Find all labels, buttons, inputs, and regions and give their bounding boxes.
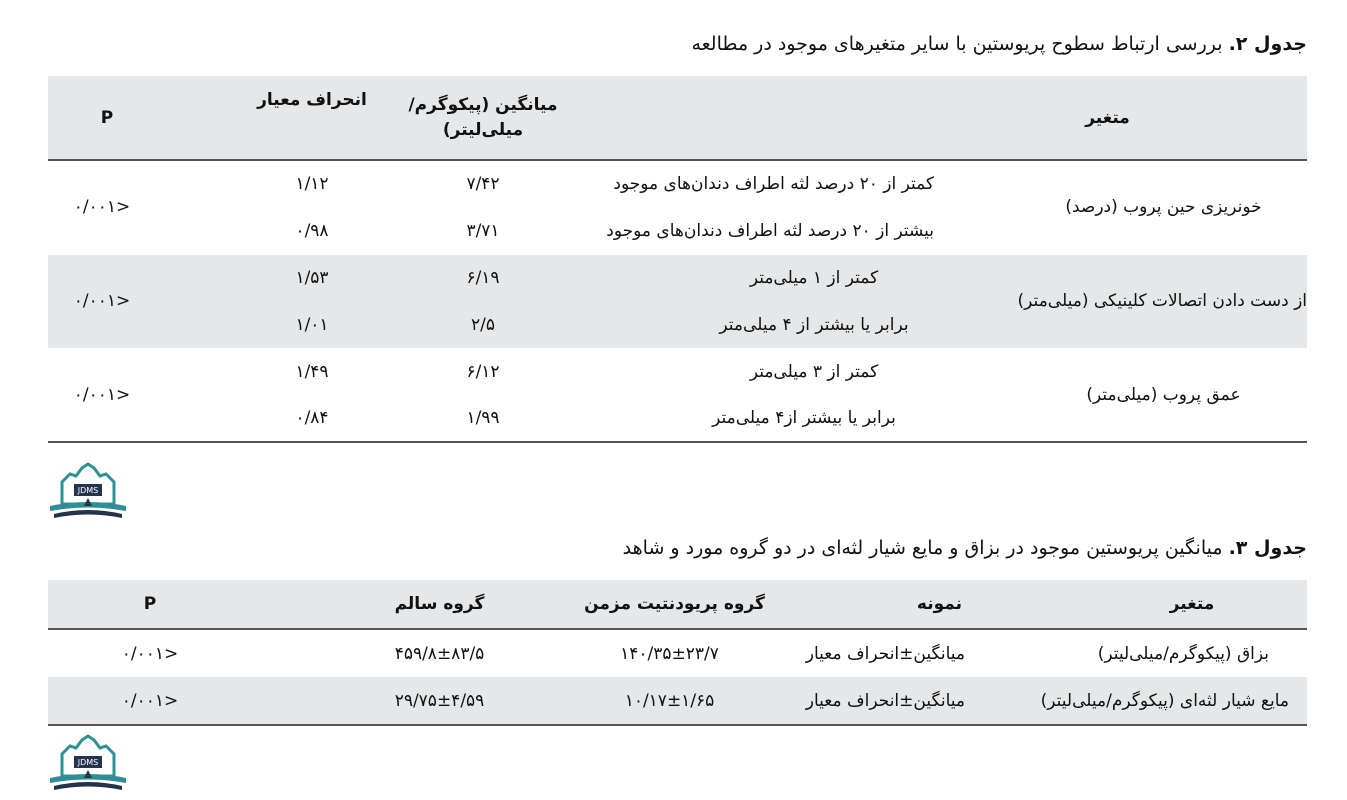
table3-perio-cell: ۱۴۰/۳۵±۲۳/۷ [620, 643, 719, 664]
table3-header-p: P [48, 580, 282, 629]
table3-healthy-cell: ۴۵۹/۸±۸۳/۵ [394, 643, 485, 664]
table2-header-row [48, 76, 1307, 160]
journal-logo-icon [44, 734, 132, 800]
table-row [48, 629, 1307, 677]
table2-subgroup: برابر یا بیشتر از۴ میلی‌متر [712, 408, 896, 428]
table2-header-mean-line1: میانگین (پیکوگرم/ [408, 94, 558, 115]
table2-group-name: عمق پروب (میلی‌متر) [1086, 384, 1241, 405]
svg-text:JDMS: JDMS [77, 758, 99, 767]
table-row [48, 160, 1307, 207]
table2-mean-cell: ۶/۱۲ [466, 361, 500, 382]
svg-text:JDMS: JDMS [77, 486, 99, 495]
table3-sample-cell: میانگین±انحراف معیار [805, 690, 965, 711]
table2-mean-cell: ۱/۹۹ [466, 408, 500, 428]
table3-header-healthy: گروه سالم [282, 580, 537, 629]
table2-header-sd: انحراف معیار [226, 76, 398, 160]
table2-mean-cell: ۲/۵ [471, 314, 495, 335]
table3-perio-cell: ۱۰/۱۷±۱/۶۵ [624, 690, 715, 711]
table2-mean-cell: ۶/۱۹ [466, 267, 500, 288]
table3-header-variable: متغیر [1017, 580, 1307, 629]
table2-group-name: خونریزی حین پروب (درصد) [1065, 197, 1262, 218]
table3-p-cell: <۰/۰۰۱ [121, 643, 179, 664]
table3-sample-cell: میانگین±انحراف معیار [805, 643, 965, 664]
table2 [48, 76, 1307, 443]
table3-header-sample: نمونه [792, 580, 1017, 629]
table3-caption-label: جدول ۳. [1228, 537, 1307, 559]
table2-p-cell: <۰/۰۰۱ [73, 197, 131, 218]
table2-subgroup: کمتر از ۲۰ درصد لثه اطراف دندان‌های موجود [613, 173, 935, 194]
table3-header-row [48, 580, 1307, 629]
table2-subgroup: کمتر از ۱ میلی‌متر [749, 267, 879, 288]
table2-subgroup: کمتر از ۳ میلی‌متر [749, 361, 879, 382]
table3-header-perio: گروه پریودنتیت مزمن [537, 580, 792, 629]
table2-header-mean [398, 76, 568, 160]
journal-logo-icon [44, 462, 132, 528]
table2-sd-cell: ۱/۵۳ [295, 267, 329, 288]
table2-sd-cell: ۱/۴۹ [295, 361, 329, 382]
table2-p-cell: <۰/۰۰۱ [73, 291, 131, 312]
table2-mean-cell: ۳/۷۱ [466, 220, 500, 241]
table2-caption [691, 33, 1307, 55]
table2-subgroup: بیشتر از ۲۰ درصد لثه اطراف دندان‌های موجود [606, 220, 935, 241]
table3-variable-cell: بزاق (پیکوگرم/میلی‌لیتر) [1097, 643, 1269, 664]
table2-group-name: از دست دادن اتصالات کلینیکی (میلی‌متر) [1017, 291, 1308, 312]
table2-sd-cell: ۰/۸۴ [295, 408, 329, 428]
table3-healthy-cell: ۲۹/۷۵±۴/۵۹ [394, 690, 485, 711]
table2-sd-cell: ۱/۱۲ [295, 173, 329, 194]
table2-caption-label: جدول ۲. [1228, 33, 1307, 55]
table2-sd-cell: ۰/۹۸ [295, 220, 329, 241]
table3-p-cell: <۰/۰۰۱ [121, 690, 179, 711]
table-row [48, 348, 1307, 395]
table2-sd-cell: ۱/۰۱ [295, 314, 329, 335]
table2-p-cell: <۰/۰۰۱ [73, 384, 131, 405]
table2-header-variable: متغیر [568, 76, 1307, 160]
table-row [48, 677, 1307, 725]
table3-caption [623, 537, 1307, 559]
table2-header-mean-line2: میلی‌لیتر) [442, 119, 524, 140]
table2-header-p: P [48, 76, 226, 160]
table3 [48, 580, 1307, 726]
table-row [48, 254, 1307, 301]
table2-subgroup: برابر یا بیشتر از ۴ میلی‌متر [719, 314, 909, 335]
table2-mean-cell: ۷/۴۲ [466, 173, 500, 194]
table3-caption-text: میانگین پریوستین موجود در بزاق و مایع شیار لثه‌ای در دو گروه مورد و شاهد [622, 537, 1229, 559]
table2-caption-text: بررسی ارتباط سطوح پریوستین با سایر متغیرهای موجود در مطالعه [691, 33, 1229, 55]
table3-variable-cell: مایع شیار لثه‌ای (پیکوگرم/میلی‌لیتر) [1040, 690, 1289, 711]
